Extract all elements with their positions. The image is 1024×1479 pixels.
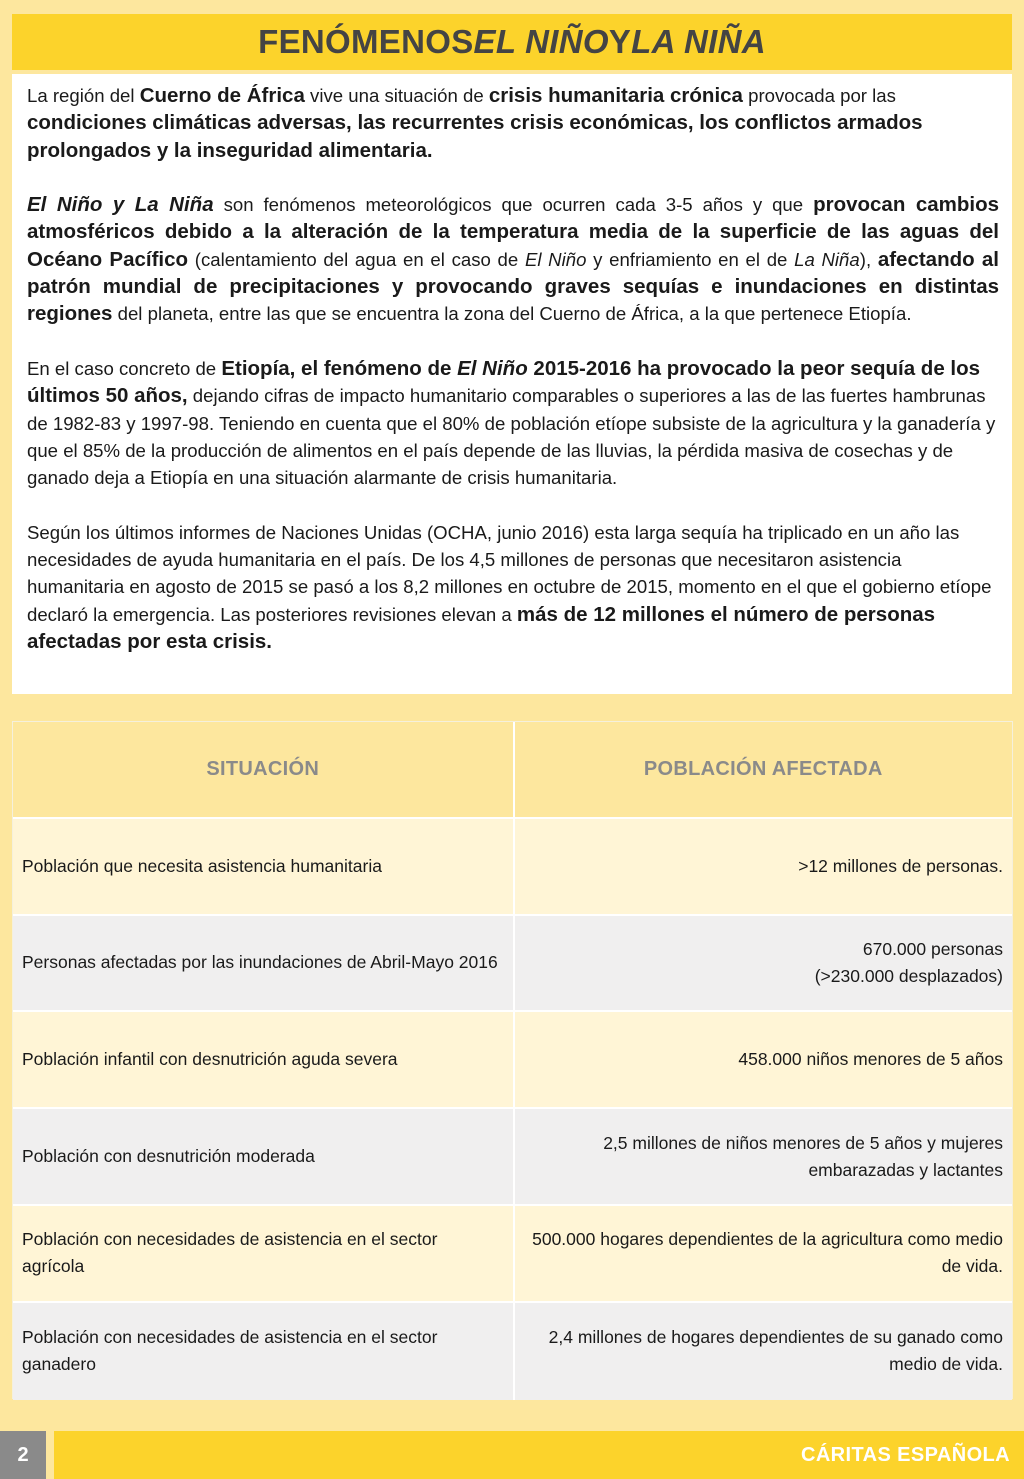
text-run: En el caso concreto de <box>27 357 222 379</box>
table-row <box>13 916 1012 1013</box>
cell-line: 2,4 millones de hogares dependientes de su ganado como medio de vida. <box>548 1327 1003 1375</box>
situacion-cell <box>13 1012 513 1107</box>
text-run: provocan cambios atmosféricos debido a la alteración de la temperatura media de la superficie de las aguas del Océano Pacífico <box>27 193 1000 271</box>
text-run: El Niño y La Niña <box>27 193 214 217</box>
text-run: dejando cifras de impacto humanitario comparables o superiores a las de las fuertes hambrunas de 1982-83 y 1997-98. Teniendo en cuenta que el 80% de población etíope subsiste de la agricultura y la ganadería y que el 85% de la producción de alimentos en el país depende de las lluvias, la pérdida masiva de cosechas y de ganado deja a Etiopía en una situación alarmante de crisis humanitaria. <box>27 385 996 489</box>
table-row <box>13 819 1012 916</box>
text-run: son fenómenos meteorológicos que ocurren cada 3-5 años y que <box>213 194 814 216</box>
cell-line: Población con necesidades de asistencia en el sector ganadero <box>22 1327 438 1375</box>
cell-line: Población con desnutrición moderada <box>22 1146 315 1167</box>
text-run: Etiopía, el fenómeno de <box>221 356 458 380</box>
text-run: crisis humanitaria crónica <box>488 84 743 107</box>
text-run: del planeta, entre las que se encuentra la zona del Cuerno de África, a la que pertenece Etiopía. <box>112 303 912 325</box>
header-poblacion-afectada: POBLACIÓN AFECTADA <box>513 722 1013 817</box>
text-run: Según los últimos informes de Naciones Unidas (OCHA, junio 2016) esta larga sequía ha triplicado en un año las necesidades de ayuda humanitaria en el país. De los 4,5 millones de personas que necesitaron asistencia humanitaria en agosto de 2015 se pasó a los 8,2 millones en octubre de 2015, momento en el que el gobierno etíope declaró la emergencia. Las posteriores revisiones elevan a <box>27 521 992 625</box>
situacion-cell <box>13 1109 513 1204</box>
page-title <box>12 14 1012 70</box>
table-row <box>13 1109 1012 1206</box>
page-number: 2 <box>0 1431 46 1479</box>
poblacion-cell <box>513 1109 1013 1204</box>
cell-line: Población con necesidades de asistencia en el sector agrícola <box>22 1229 438 1277</box>
title-text-el-nino: EL NIÑO <box>473 23 609 60</box>
intro-paragraph-4 <box>27 519 999 655</box>
table-header-row <box>13 722 1012 819</box>
poblacion-cell <box>513 1012 1013 1107</box>
poblacion-cell <box>513 1206 1013 1301</box>
text-run: El Niño <box>457 356 528 380</box>
text-run: (calentamiento del agua en el caso de <box>188 248 525 270</box>
cell-line: 458.000 niños menores de 5 años <box>738 1049 1003 1070</box>
poblacion-cell <box>513 916 1013 1011</box>
cell-line: 500.000 hogares dependientes de la agricultura como medio de vida. <box>532 1229 1003 1277</box>
text-run: El Niño <box>524 248 587 270</box>
table-row <box>13 1012 1012 1109</box>
intro-paragraph-2 <box>27 191 999 327</box>
cell-line: (>230.000 desplazados) <box>814 965 1003 986</box>
cell-line: 2,5 millones de niños menores de 5 años y mujeres embarazadas y lactantes <box>603 1132 1003 1180</box>
situacion-cell <box>13 1303 513 1400</box>
text-run: afectando al patrón mundial de precipitaciones y provocando graves sequías e inundaciones en distintas regiones <box>27 247 999 326</box>
text-run: La región del <box>27 85 140 106</box>
cell-line: Población infantil con desnutrición aguda severa <box>22 1049 398 1070</box>
footer-brand: CÁRITAS ESPAÑOLA <box>801 1444 1010 1466</box>
poblacion-cell <box>513 819 1013 914</box>
title-text-3: Y <box>608 23 632 60</box>
poblacion-cell <box>513 1303 1013 1400</box>
text-run: y enfriamiento en el de <box>586 248 795 270</box>
cell-line: Personas afectadas por las inundaciones de Abril-Mayo 2016 <box>22 952 498 973</box>
situacion-cell <box>13 916 513 1011</box>
text-run: provocada por las <box>742 85 896 106</box>
title-text-la-nina: LA NIÑA <box>631 23 766 60</box>
text-run: condiciones climáticas adversas, las recurrentes crisis económicas, los conflictos armados prolongados y la inseguridad alimentaria. <box>27 111 923 162</box>
footer-divider <box>46 1431 54 1479</box>
text-run: ), <box>859 248 878 270</box>
situation-table <box>12 721 1013 1399</box>
title-text-1: FENÓMENOS <box>258 23 474 60</box>
table-row <box>13 1206 1012 1303</box>
text-run: vive una situación de <box>304 85 489 106</box>
cell-line: >12 millones de personas. <box>798 855 1003 876</box>
text-run: más de 12 millones el número de personas afectadas por esta crisis. <box>27 602 936 653</box>
text-run: La Niña <box>794 248 860 270</box>
text-run: 2015-2016 ha provocado la peor sequía de los últimos 50 años, <box>27 356 981 408</box>
table-row <box>13 1303 1012 1400</box>
intro-paragraph-3 <box>27 355 999 491</box>
text-run: Cuerno de África <box>139 84 305 107</box>
intro-text-block <box>12 74 1012 694</box>
cell-line: Población que necesita asistencia humanitaria <box>22 855 382 876</box>
header-situacion: SITUACIÓN <box>13 722 513 817</box>
intro-paragraph-1 <box>27 82 999 164</box>
situacion-cell <box>13 819 513 914</box>
cell-line: 670.000 personas <box>862 938 1003 959</box>
situacion-cell <box>13 1206 513 1301</box>
